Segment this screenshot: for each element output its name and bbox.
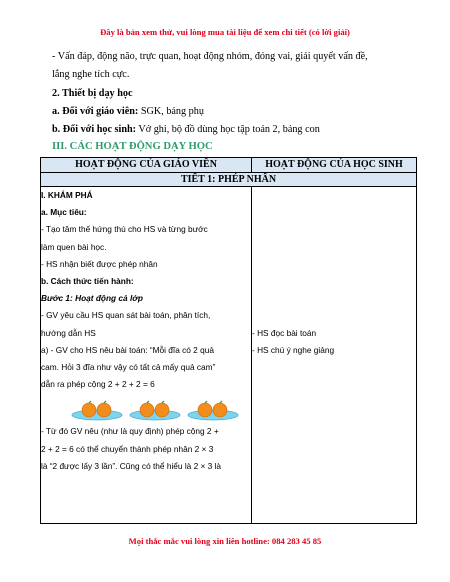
teacher-text-line: - GV yêu cầu HS quan sát bài toán, phân tích, (41, 310, 211, 321)
objective-line: - Tạo tâm thế hứng thú cho HS và từng bước (41, 224, 208, 235)
student-equipment-label: b. Đối với học sinh: (52, 124, 137, 135)
objective-line: làm quen bài học. (41, 241, 107, 252)
column-header-teacher: HOẠT ĐỘNG CỦA GIÁO VIÊN (41, 158, 252, 173)
student-text-line: - HS đọc bài toán (252, 327, 317, 338)
section-2-title: 2. Thiết bị dạy học (52, 88, 133, 99)
teacher-activities-cell (41, 187, 252, 524)
teacher-text-line: 2 + 2 = 6 có thể chuyển thành phép nhân 2 × 3 (41, 443, 214, 454)
teacher-equipment-label: a. Đối với giáo viên: (52, 106, 139, 117)
plate-with-oranges-icon (187, 399, 239, 421)
student-text-line: - HS chú ý nghe giảng (252, 344, 335, 355)
kham-pha-heading: I. KHÁM PHÁ (41, 190, 93, 200)
plate-with-oranges-icon (71, 399, 123, 421)
header-banner: Đây là bản xem thử, vui lòng mua tài liệu để xem chi tiết (có lời giải) (100, 27, 350, 37)
activities-table (40, 157, 417, 524)
section-3-title: III. CÁC HOẠT ĐỘNG DẠY HỌC (52, 141, 213, 152)
intro-line-2: lắng nghe tích cực. (52, 69, 130, 80)
objective-line: - HS nhận biết được phép nhân (41, 258, 158, 269)
cach-thuc-heading: b. Cách thức tiến hành: (41, 276, 134, 287)
teacher-text-line: hướng dẫn HS (41, 327, 96, 338)
teacher-text-line: - Từ đó GV nêu (như là quy định) phép cộng 2 + (41, 426, 219, 437)
student-equipment-value: Vở ghi, bộ đồ dùng học tập toán 2, bảng con (136, 124, 320, 135)
intro-line-1: - Vấn đáp, động não, trực quan, hoạt động nhóm, đóng vai, giải quyết vấn đề, (52, 51, 368, 62)
teacher-text-line: a) - GV cho HS nêu bài toán: “Mỗi đĩa có 2 quả (41, 344, 214, 355)
plate-with-oranges-icon (129, 399, 181, 421)
teacher-text-line: là “2 được lấy 3 lần”. Cũng có thể hiểu là 2 × 3 là (41, 460, 222, 471)
teacher-equipment-value: SGK, bảng phụ (138, 106, 204, 117)
teacher-equipment (52, 105, 204, 118)
step-1-heading: Bước 1: Hoạt động cả lớp (41, 293, 143, 304)
lesson-title: TIẾT 1: PHÉP NHÂN (41, 173, 417, 187)
muc-tieu-heading: a. Mục tiêu: (41, 207, 87, 218)
column-header-student: HOẠT ĐỘNG CỦA HỌC SINH (252, 158, 417, 173)
teacher-text-line: cam. Hỏi 3 đĩa như vậy có tất cả mấy quả cam” (41, 362, 216, 373)
student-equipment (52, 123, 320, 136)
oranges-on-plates-illustration (41, 393, 251, 423)
student-activities-cell (252, 187, 417, 524)
footer-banner: Mọi thắc mắc vui lòng xin liên hotline: 084 283 45 85 (128, 536, 322, 546)
teacher-text-line: dẫn ra phép cộng 2 + 2 + 2 = 6 (41, 379, 155, 390)
